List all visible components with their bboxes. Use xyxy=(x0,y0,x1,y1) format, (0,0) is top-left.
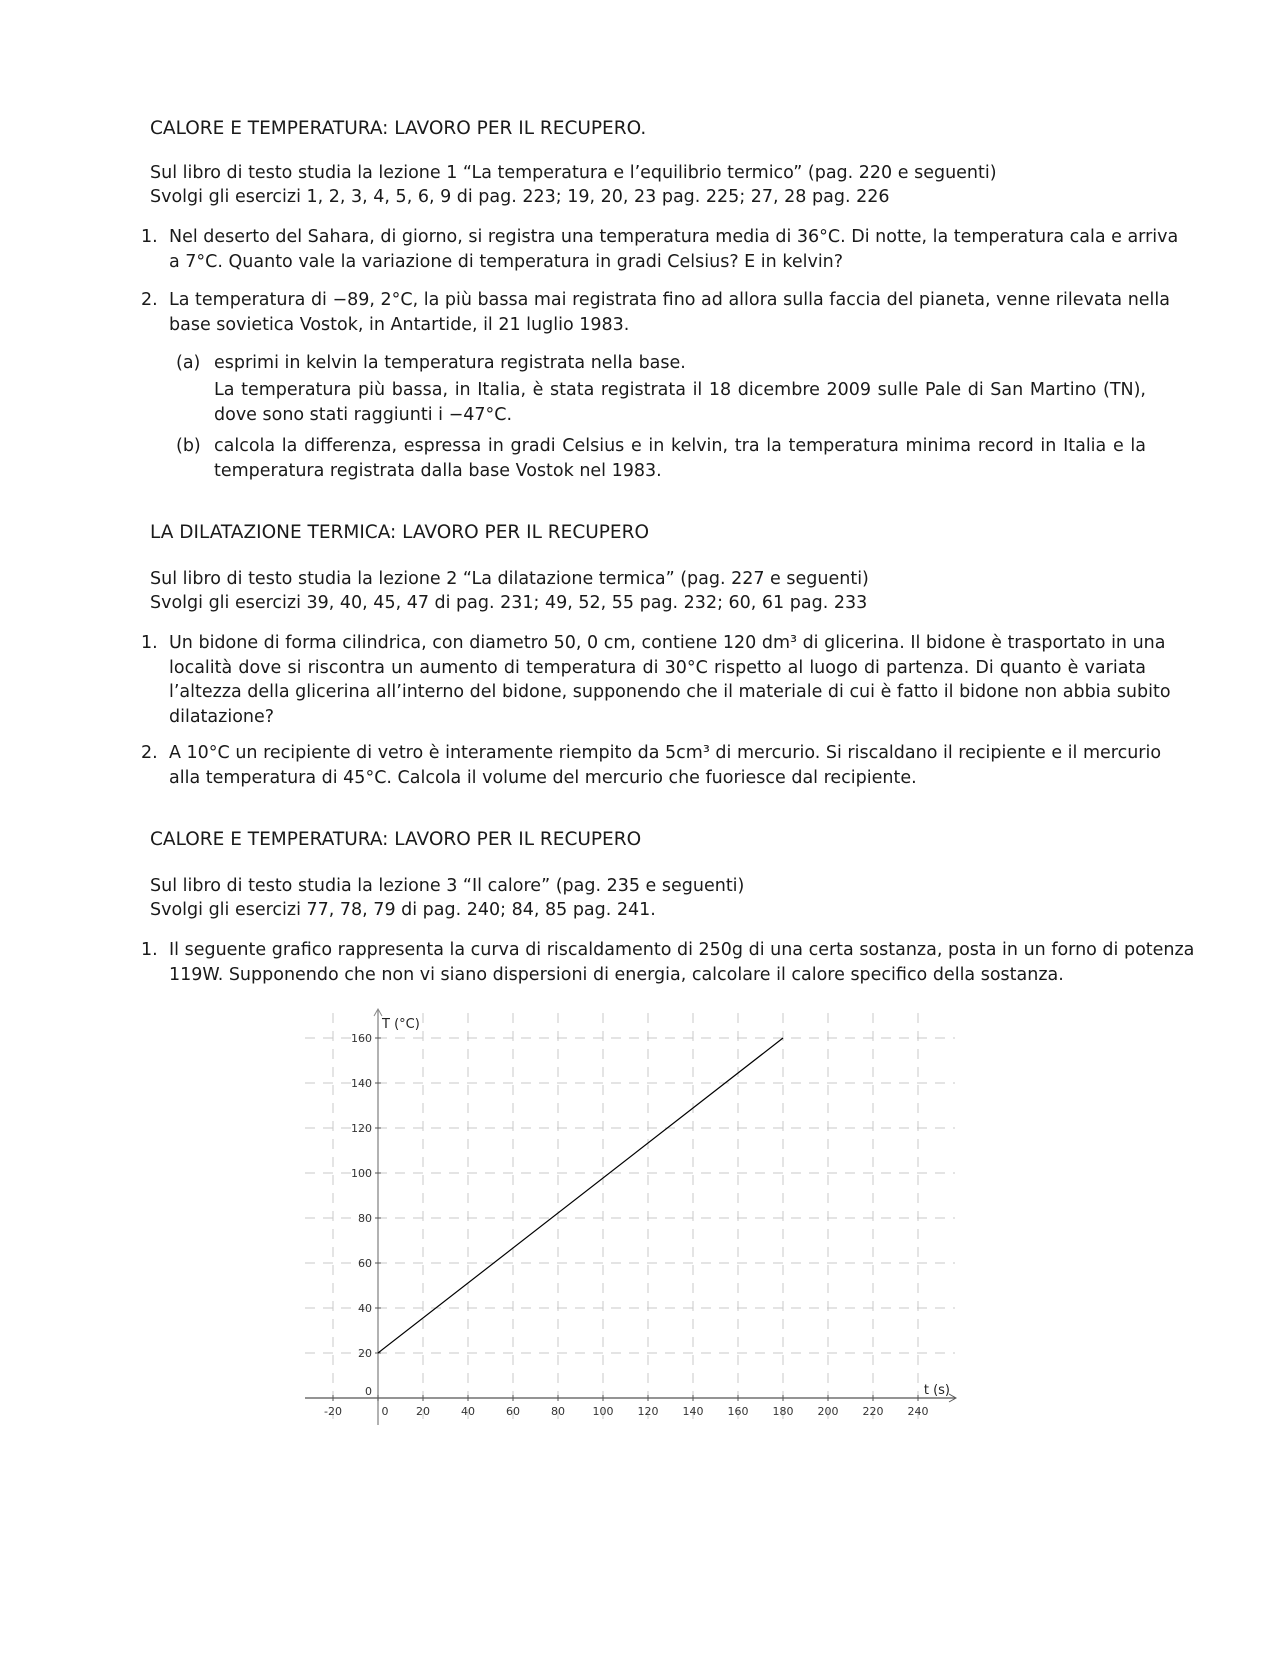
problem-number: 2. xyxy=(141,290,158,310)
text-line: base sovietica Vostok, in Antartide, il 21 luglio 1983. xyxy=(169,314,630,335)
text-line: località dove si riscontra un aumento di temperatura di 30°C rispetto al luogo di partenza. Di quanto è variata xyxy=(169,657,1146,678)
chart-canvas xyxy=(300,1005,1000,1435)
problem-1-2-text xyxy=(169,288,1171,337)
text-line: a 7°C. Quanto vale la variazione di temperatura in gradi Celsius? E in kelvin? xyxy=(169,251,844,272)
section-1-intro-line-2: Svolgi gli esercizi 1, 2, 3, 4, 5, 6, 9 di pag. 223; 19, 20, 23 pag. 225; 27, 28 pag. 226 xyxy=(150,187,890,207)
x-tick-label: 0 xyxy=(381,1405,389,1418)
x-axis-label: t (s) xyxy=(923,1383,950,1398)
x-tick-label: 40 xyxy=(461,1405,475,1418)
chart-tick-labels xyxy=(324,1032,928,1418)
text-line: La temperatura più bassa, in Italia, è stata registrata il 18 dicembre 2009 sulle Pale di San Martino (TN), xyxy=(214,380,1146,400)
subitem-a-text xyxy=(214,351,1146,376)
text-line: temperatura registrata dalla base Vostok nel 1983. xyxy=(214,460,662,481)
subitem-b-text xyxy=(214,434,1146,483)
section-1-intro-line-1: Sul libro di testo studia la lezione 1 “La temperatura e l’equilibrio termico” (pag. 220 e seguenti) xyxy=(150,163,997,183)
x-tick-label: 200 xyxy=(817,1405,839,1418)
x-tick-label: 60 xyxy=(506,1405,520,1418)
text-line: Un bidone di forma cilindrica, con diametro 50, 0 cm, contiene 120 dm³ di glicerina. Il bidone è trasportato in una xyxy=(169,633,1166,653)
problem-2-2-text xyxy=(169,741,1162,790)
subitem-label: (b) xyxy=(176,436,201,456)
section-3-intro-line-2: Svolgi gli esercizi 77, 78, 79 di pag. 240; 84, 85 pag. 241. xyxy=(150,900,656,920)
chart-grid xyxy=(305,1013,955,1425)
problem-number: 1. xyxy=(141,227,158,247)
heating-curve-chart xyxy=(300,1005,1000,1435)
text-line: A 10°C un recipiente di vetro è interamente riempito da 5cm³ di mercurio. Si riscaldano il recipiente e il mercurio xyxy=(169,743,1162,763)
section-2-intro-line-1: Sul libro di testo studia la lezione 2 “La dilatazione termica” (pag. 227 e seguenti) xyxy=(150,569,869,589)
y-tick-label: 80 xyxy=(358,1212,372,1225)
text-line: calcola la differenza, espressa in gradi Celsius e in kelvin, tra la temperatura minima record in Italia e la xyxy=(214,436,1146,456)
x-tick-label: 80 xyxy=(551,1405,565,1418)
x-tick-label: 20 xyxy=(416,1405,430,1418)
chart-axes xyxy=(305,1009,956,1425)
problem-number: 2. xyxy=(141,743,158,763)
section-title-2: LA DILATAZIONE TERMICA: LAVORO PER IL RECUPERO xyxy=(150,522,650,543)
y-axis-label: T (°C) xyxy=(382,1017,420,1032)
section-title-1: CALORE E TEMPERATURA: LAVORO PER IL RECUPERO. xyxy=(150,118,647,139)
subitem-label: (a) xyxy=(176,353,201,373)
text-line: Nel deserto del Sahara, di giorno, si registra una temperatura media di 36°C. Di notte, la temperatura cala e arriva xyxy=(169,227,1179,247)
y-tick-label: 140 xyxy=(351,1077,372,1090)
text-line: Il seguente grafico rappresenta la curva di riscaldamento di 250g di una certa sostanza, posta in un forno di potenza xyxy=(169,940,1195,960)
problem-number: 1. xyxy=(141,940,158,960)
text-line: dove sono stati raggiunti i −47°C. xyxy=(214,404,513,425)
subitem-a-extra-text xyxy=(214,378,1146,427)
y-tick-label: 120 xyxy=(351,1122,372,1135)
heating-curve-line xyxy=(378,1038,783,1353)
problem-3-1-text xyxy=(169,938,1195,987)
section-3-intro-line-1: Sul libro di testo studia la lezione 3 “Il calore” (pag. 235 e seguenti) xyxy=(150,876,745,896)
x-tick-label: 120 xyxy=(637,1405,659,1418)
text-line: 119W. Supponendo che non vi siano dispersioni di energia, calcolare il calore specifico della sostanza. xyxy=(169,964,1064,985)
problem-1-1-text xyxy=(169,225,1179,274)
x-tick-label: 160 xyxy=(727,1405,749,1418)
problem-number: 1. xyxy=(141,633,158,653)
y-tick-label: 40 xyxy=(358,1302,372,1315)
text-line: La temperatura di −89, 2°C, la più bassa mai registrata fino ad allora sulla faccia del pianeta, venne rilevata nella xyxy=(169,290,1171,310)
x-tick-label: 100 xyxy=(592,1405,614,1418)
y-tick-label: 60 xyxy=(358,1257,372,1270)
text-line: esprimi in kelvin la temperatura registrata nella base. xyxy=(214,353,686,373)
y-tick-label: 100 xyxy=(351,1167,372,1180)
section-2-intro-line-2: Svolgi gli esercizi 39, 40, 45, 47 di pag. 231; 49, 52, 55 pag. 232; 60, 61 pag. 233 xyxy=(150,593,868,613)
x-tick-label: -20 xyxy=(324,1405,342,1418)
y-tick-label: 20 xyxy=(358,1347,372,1360)
x-tick-label: 140 xyxy=(682,1405,704,1418)
text-line: alla temperatura di 45°C. Calcola il volume del mercurio che fuoriesce dal recipiente. xyxy=(169,767,917,788)
text-line: l’altezza della glicerina all’interno del bidone, supponendo che il materiale di cui è fatto il bidone non abbia subito xyxy=(169,682,1171,702)
y-tick-label: 0 xyxy=(365,1385,372,1398)
section-title-3: CALORE E TEMPERATURA: LAVORO PER IL RECUPERO xyxy=(150,829,642,850)
text-line: dilatazione? xyxy=(169,706,275,727)
problem-2-1-text xyxy=(169,631,1171,729)
x-tick-label: 180 xyxy=(772,1405,794,1418)
x-tick-label: 220 xyxy=(862,1405,884,1418)
y-tick-label: 160 xyxy=(351,1032,372,1045)
x-tick-label: 240 xyxy=(907,1405,929,1418)
